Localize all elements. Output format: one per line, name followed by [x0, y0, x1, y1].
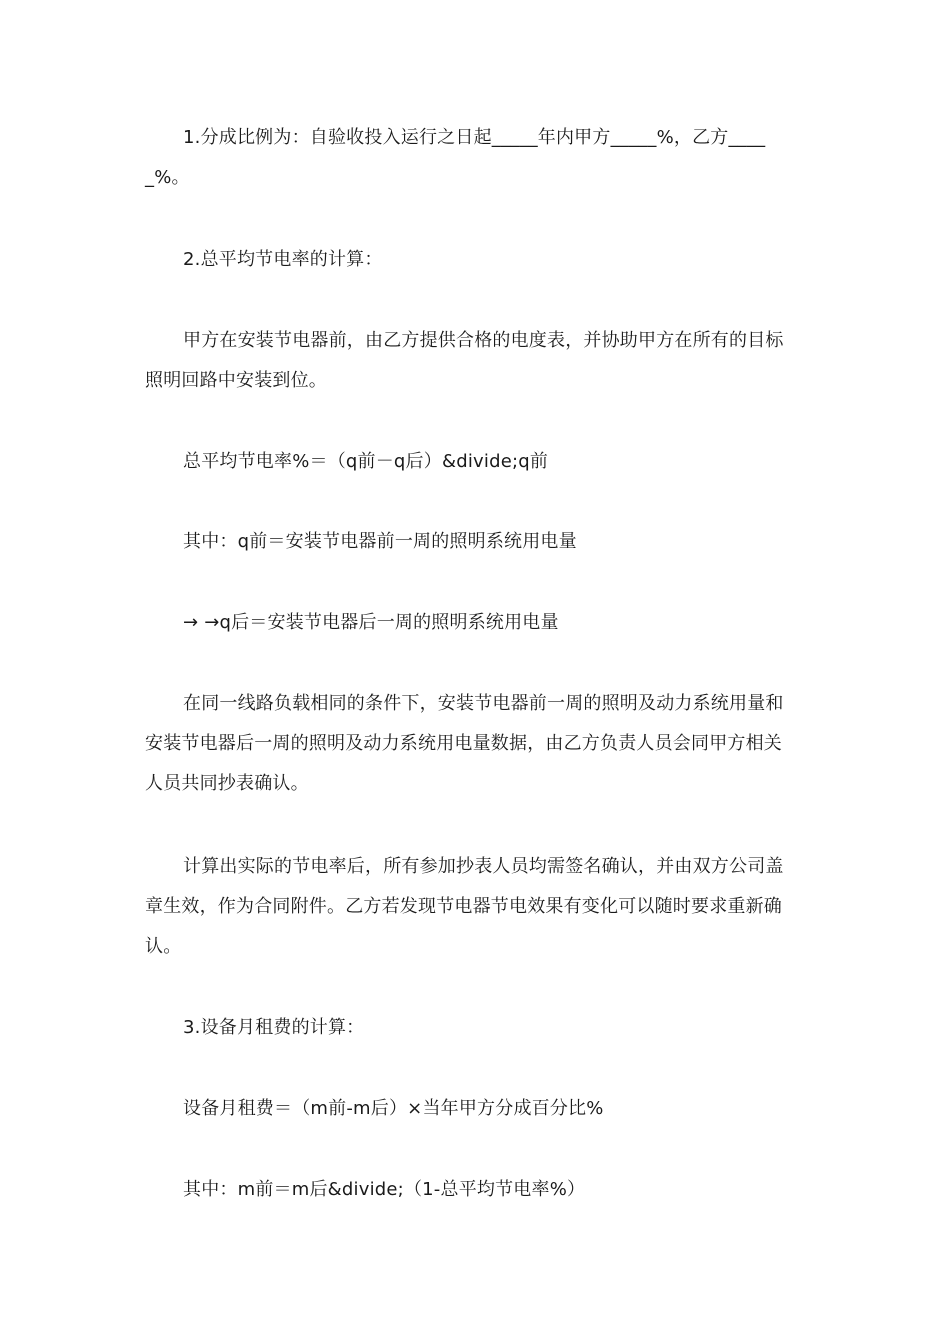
clause-3-heading: 3.设备月租费的计算：	[183, 1017, 365, 1038]
q-after-definition: → →q后＝安装节电器后一周的照明系统用电量	[183, 612, 559, 633]
meter-installation-paragraph: 甲方在安装节电器前，由乙方提供合格的电度表，并协助甲方在所有的目标照明回路中安装到位。	[145, 330, 784, 391]
m-before-definition: 其中：m前＝m后&divide;（1-总平均节电率%）	[183, 1179, 586, 1200]
saving-rate-formula: 总平均节电率%＝（q前－q后）&divide;q前	[183, 451, 549, 472]
q-before-definition: 其中：q前＝安装节电器前一周的照明系统用电量	[183, 531, 577, 552]
clause-2-heading: 2.总平均节电率的计算：	[183, 249, 383, 270]
confirmation-paragraph: 计算出实际的节电率后，所有参加抄表人员均需签名确认，并由双方公司盖章生效，作为合同附件。乙方若发现节电器节电效果有变化可以随时要求重新确认。	[145, 856, 784, 957]
meter-reading-paragraph: 在同一线路负载相同的条件下，安装节电器前一周的照明及动力系统用量和安装节电器后一周的照明及动力系统用电量数据，由乙方负责人员会同甲方相关人员共同抄表确认。	[145, 693, 784, 794]
monthly-rent-formula: 设备月租费＝（m前-m后）×当年甲方分成百分比%	[183, 1098, 604, 1119]
clause-1-profit-share-ratio: 1.分成比例为：自验收投入运行之日起_____年内甲方_____%，乙方_____%。	[145, 127, 766, 188]
